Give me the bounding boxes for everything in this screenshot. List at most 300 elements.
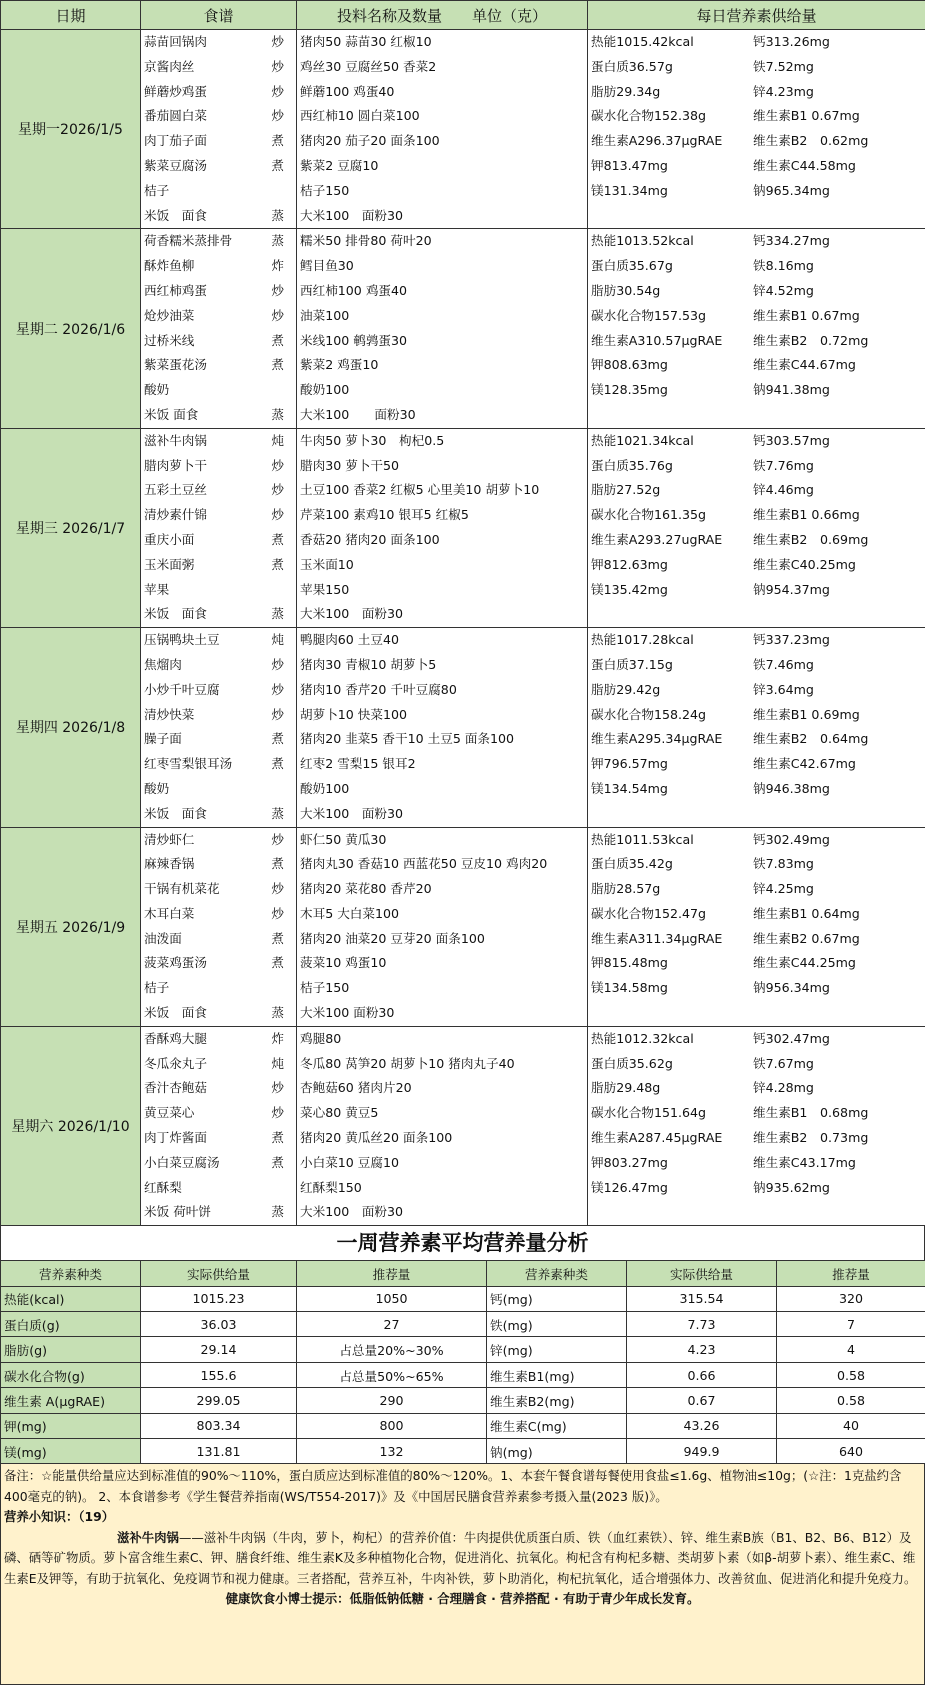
nutrient-value: 锌4.23mg	[753, 80, 814, 105]
nutrition-line	[588, 752, 925, 777]
nutrition-blank	[588, 204, 925, 229]
dish-name: 酸奶	[144, 382, 169, 397]
dish-name: 米饭 面食	[144, 606, 207, 621]
analysis-header-actual: 实际供给量	[141, 1261, 297, 1286]
nutrient-value: 锌3.64mg	[753, 678, 814, 703]
dish-item	[141, 104, 296, 129]
recommended-amount: 0.58	[777, 1388, 925, 1413]
dish-item	[141, 1200, 296, 1225]
nutrition-line	[588, 104, 925, 129]
analysis-row	[1, 1362, 925, 1387]
nutrient-value: 热能1013.52kcal	[591, 229, 753, 254]
ingredient-line: 酸奶100	[297, 378, 587, 403]
ingredient-line: 猪肉20 菜花80 香芹20	[297, 877, 587, 902]
dish-item	[141, 403, 296, 428]
recommended-amount: 320	[777, 1286, 925, 1311]
dish-name: 苹果	[144, 582, 169, 597]
dish-name: 米饭 面食	[144, 208, 207, 223]
dish-name: 鲜蘑炒鸡蛋	[144, 84, 207, 99]
cooking-method: 蒸	[271, 229, 284, 254]
ingredient-line: 大米100 面粉30	[297, 403, 587, 428]
cooking-method: 炒	[271, 703, 284, 728]
ingredient-line: 杏鲍菇60 猪肉片20	[297, 1076, 587, 1101]
nutrition-line	[588, 828, 925, 853]
nutrient-name: 铁(mg)	[487, 1312, 627, 1337]
nutrient-value: 热能1015.42kcal	[591, 30, 753, 55]
dish-name: 酸奶	[144, 781, 169, 796]
cooking-method: 炒	[271, 828, 284, 853]
nutrition-line	[588, 727, 925, 752]
dish-name: 腊肉萝卜干	[144, 458, 207, 473]
nutrition-line	[588, 254, 925, 279]
dish-name: 肉丁炸酱面	[144, 1130, 207, 1145]
nutrient-value: 维生素B1 0.67mg	[753, 304, 860, 329]
nutrient-value: 镁126.47mg	[591, 1176, 753, 1201]
analysis-row	[1, 1286, 925, 1311]
ingredient-line: 猪肉20 黄瓜丝20 面条100	[297, 1126, 587, 1151]
nutrient-name: 脂肪(g)	[1, 1337, 141, 1362]
dish-item	[141, 378, 296, 403]
day-dishes	[141, 428, 297, 627]
nutrient-value: 碳水化合物152.38g	[591, 104, 753, 129]
nutrient-value: 脂肪29.48g	[591, 1076, 753, 1101]
nutrient-value: 维生素B2 0.73mg	[753, 1126, 868, 1151]
nutrient-value: 脂肪28.57g	[591, 877, 753, 902]
nutrient-value: 钠941.38mg	[753, 378, 830, 403]
nutrient-value: 铁7.76mg	[753, 454, 814, 479]
nutrient-value: 碳水化合物152.47g	[591, 902, 753, 927]
dish-item	[141, 553, 296, 578]
dish-item	[141, 129, 296, 154]
dish-item	[141, 55, 296, 80]
dish-item	[141, 80, 296, 105]
dish-item	[141, 478, 296, 503]
day-ingredients	[297, 30, 588, 229]
nutrient-name: 维生素B2(mg)	[487, 1388, 627, 1413]
knowledge-dish: 滋补牛肉锅	[117, 1530, 179, 1545]
dish-item	[141, 1052, 296, 1077]
ingredient-line: 糯米50 排骨80 荷叶20	[297, 229, 587, 254]
dish-item	[141, 653, 296, 678]
nutrition-line	[588, 378, 925, 403]
analysis-header-nutrient: 营养素种类	[1, 1261, 141, 1286]
dish-name: 压锅鸭块土豆	[144, 632, 220, 647]
actual-supply: 29.14	[141, 1337, 297, 1362]
recommended-amount: 7	[777, 1312, 925, 1337]
nutrition-line	[588, 454, 925, 479]
day-ingredients	[297, 1026, 588, 1225]
cooking-method: 炒	[271, 80, 284, 105]
nutrient-value: 维生素A293.27ugRAE	[591, 528, 753, 553]
notes-section	[0, 1464, 925, 1685]
health-tip: 健康饮食小博士提示：低脂低钠低糖 · 合理膳食 · 营养搭配 · 有助于青少年成长发育。	[4, 1589, 921, 1610]
nutrient-value: 钙303.57mg	[753, 429, 830, 454]
dish-item	[141, 154, 296, 179]
nutrition-line	[588, 976, 925, 1001]
nutrient-value: 钾808.63mg	[591, 353, 753, 378]
dish-name: 香汁杏鲍菇	[144, 1080, 207, 1095]
ingredient-line: 西红柿10 圆白菜100	[297, 104, 587, 129]
actual-supply: 43.26	[627, 1413, 777, 1438]
nutrition-line	[588, 902, 925, 927]
day-date: 星期六 2026/1/10	[1, 1026, 141, 1225]
cooking-method: 煮	[271, 353, 284, 378]
nutrient-value: 铁8.16mg	[753, 254, 814, 279]
dish-name: 臊子面	[144, 731, 182, 746]
cooking-method: 蒸	[271, 1200, 284, 1225]
remark-text: 备注：☆能量供给量应达到标准值的90%～110%，蛋白质应达到标准值的80%～120%。1、本套午餐食谱每餐使用食盐≤1.6g、植物油≤10g；(☆注：1克盐约含400毫克的钠)。 2、本食谱参考《学生餐营养指南(WS/T554-2017)》及《中国居民膳食营养素参考摄入量(2023 版)》。	[4, 1466, 921, 1507]
dish-name: 黄豆菜心	[144, 1105, 194, 1120]
cooking-method: 炒	[271, 902, 284, 927]
actual-supply: 7.73	[627, 1312, 777, 1337]
dish-item	[141, 602, 296, 627]
nutrition-blank	[588, 1200, 925, 1225]
nutrient-value: 铁7.67mg	[753, 1052, 814, 1077]
dish-name: 过桥米线	[144, 333, 194, 348]
dish-item	[141, 802, 296, 827]
nutrient-value: 蛋白质35.42g	[591, 852, 753, 877]
nutrient-value: 维生素A295.34μgRAE	[591, 727, 753, 752]
day-row	[1, 628, 925, 827]
cooking-method: 煮	[271, 1151, 284, 1176]
ingredient-line: 鸡腿80	[297, 1027, 587, 1052]
nutrient-value: 维生素B2 0.72mg	[753, 329, 868, 354]
nutrient-value: 维生素B1 0.66mg	[753, 503, 860, 528]
day-dishes	[141, 30, 297, 229]
day-date: 星期四 2026/1/8	[1, 628, 141, 827]
ingredient-line: 苹果150	[297, 578, 587, 603]
nutrition-line	[588, 30, 925, 55]
nutrient-name: 镁(mg)	[1, 1438, 141, 1463]
recommended-amount: 640	[777, 1438, 925, 1463]
nutrition-line	[588, 927, 925, 952]
cooking-method: 炒	[271, 478, 284, 503]
recommended-amount: 1050	[297, 1286, 487, 1311]
dish-item	[141, 976, 296, 1001]
cooking-method: 炒	[271, 55, 284, 80]
nutrition-line	[588, 154, 925, 179]
nutrition-line	[588, 329, 925, 354]
cooking-method: 炒	[271, 503, 284, 528]
nutrition-line	[588, 852, 925, 877]
cooking-method: 炒	[271, 877, 284, 902]
day-nutrition	[588, 1026, 925, 1225]
ingredient-line: 牛肉50 萝卜30 枸杞0.5	[297, 429, 587, 454]
ingredient-line: 桔子150	[297, 179, 587, 204]
nutrient-value: 维生素B2 0.62mg	[753, 129, 868, 154]
ingredient-line: 菠菜10 鸡蛋10	[297, 951, 587, 976]
analysis-header-actual-2: 实际供给量	[627, 1261, 777, 1286]
analysis-row	[1, 1388, 925, 1413]
nutrient-name: 锌(mg)	[487, 1337, 627, 1362]
dish-name: 麻辣香锅	[144, 856, 194, 871]
ingredient-line: 小白菜10 豆腐10	[297, 1151, 587, 1176]
ingredient-line: 红枣2 雪梨15 银耳2	[297, 752, 587, 777]
dish-item	[141, 1176, 296, 1201]
cooking-method: 炒	[271, 104, 284, 129]
cooking-method: 炒	[271, 1101, 284, 1126]
nutrient-value: 钾815.48mg	[591, 951, 753, 976]
dish-item	[141, 30, 296, 55]
day-date: 星期五 2026/1/9	[1, 827, 141, 1026]
day-row	[1, 30, 925, 229]
dish-name: 菠菜鸡蛋汤	[144, 955, 207, 970]
nutrient-value: 钙302.47mg	[753, 1027, 830, 1052]
nutrient-value: 镁131.34mg	[591, 179, 753, 204]
nutrient-name: 维生素B1(mg)	[487, 1362, 627, 1387]
ingredient-line: 鸭腿肉60 土豆40	[297, 628, 587, 653]
nutrient-value: 维生素B1 0.68mg	[753, 1101, 868, 1126]
analysis-header-nutrient-2: 营养素种类	[487, 1261, 627, 1286]
nutrient-value: 维生素B1 0.64mg	[753, 902, 860, 927]
nutrition-line	[588, 628, 925, 653]
nutrient-value: 钙337.23mg	[753, 628, 830, 653]
dish-name: 米饭 荷叶饼	[144, 1204, 211, 1219]
actual-supply: 803.34	[141, 1413, 297, 1438]
nutrient-value: 热能1011.53kcal	[591, 828, 753, 853]
actual-supply: 131.81	[141, 1438, 297, 1463]
dish-name: 荷香糯米蒸排骨	[144, 233, 232, 248]
knowledge-title: 营养小知识：（19）	[4, 1507, 921, 1528]
nutrient-value: 钠935.62mg	[753, 1176, 830, 1201]
dish-item	[141, 503, 296, 528]
actual-supply: 0.67	[627, 1388, 777, 1413]
nutrition-line	[588, 1151, 925, 1176]
ingredient-line: 猪肉10 香芹20 千叶豆腐80	[297, 678, 587, 703]
nutrient-value: 碳水化合物151.64g	[591, 1101, 753, 1126]
ingredient-line: 胡萝卜10 快菜100	[297, 703, 587, 728]
dish-name: 香酥鸡大腿	[144, 1031, 207, 1046]
dish-name: 蒜苗回锅肉	[144, 34, 207, 49]
nutrient-value: 碳水化合物158.24g	[591, 703, 753, 728]
dish-name: 桔子	[144, 183, 169, 198]
dish-item	[141, 678, 296, 703]
analysis-row	[1, 1337, 925, 1362]
dish-name: 紫菜蛋花汤	[144, 357, 207, 372]
nutrient-value: 钙313.26mg	[753, 30, 830, 55]
recommended-amount: 占总量20%~30%	[297, 1337, 487, 1362]
actual-supply: 36.03	[141, 1312, 297, 1337]
actual-supply: 299.05	[141, 1388, 297, 1413]
nutrient-value: 维生素B1 0.67mg	[753, 104, 860, 129]
nutrient-value: 维生素C44.58mg	[753, 154, 856, 179]
ingredient-line: 香菇20 猪肉20 面条100	[297, 528, 587, 553]
dish-item	[141, 454, 296, 479]
dish-item	[141, 304, 296, 329]
ingredient-line: 紫菜2 鸡蛋10	[297, 353, 587, 378]
recommended-amount: 800	[297, 1413, 487, 1438]
ingredient-line: 大米100 面粉30	[297, 1001, 587, 1026]
dish-item	[141, 902, 296, 927]
nutrition-blank	[588, 1001, 925, 1026]
day-nutrition	[588, 428, 925, 627]
nutrient-value: 镁135.42mg	[591, 578, 753, 603]
ingredient-line: 木耳5 大白菜100	[297, 902, 587, 927]
nutrient-value: 镁134.58mg	[591, 976, 753, 1001]
nutrient-value: 锌4.28mg	[753, 1076, 814, 1101]
nutrition-line	[588, 951, 925, 976]
nutrition-line	[588, 429, 925, 454]
nutrient-value: 脂肪29.34g	[591, 80, 753, 105]
nutrient-value: 维生素C44.67mg	[753, 353, 856, 378]
ingredient-line: 米线100 鹌鹑蛋30	[297, 329, 587, 354]
cooking-method: 炖	[271, 429, 284, 454]
recommended-amount: 占总量50%~65%	[297, 1362, 487, 1387]
dish-item	[141, 1126, 296, 1151]
day-row	[1, 229, 925, 428]
dish-name: 小炒千叶豆腐	[144, 682, 220, 697]
day-nutrition	[588, 229, 925, 428]
nutrition-line	[588, 578, 925, 603]
ingredient-line: 鸡丝30 豆腐丝50 香菜2	[297, 55, 587, 80]
nutrition-line	[588, 553, 925, 578]
nutrient-value: 蛋白质36.57g	[591, 55, 753, 80]
nutrient-value: 锌4.46mg	[753, 478, 814, 503]
dish-item	[141, 828, 296, 853]
nutrient-value: 锌4.52mg	[753, 279, 814, 304]
dish-name: 紫菜豆腐汤	[144, 158, 207, 173]
nutrition-line	[588, 179, 925, 204]
cooking-method: 炒	[271, 1076, 284, 1101]
nutrient-name: 维生素 A(μgRAE)	[1, 1388, 141, 1413]
dish-item	[141, 229, 296, 254]
ingredient-line: 芹菜100 素鸡10 银耳5 红椒5	[297, 503, 587, 528]
nutrient-value: 钙334.27mg	[753, 229, 830, 254]
analysis-row	[1, 1413, 925, 1438]
nutrition-line	[588, 1126, 925, 1151]
nutrient-value: 钠965.34mg	[753, 179, 830, 204]
nutrition-blank	[588, 802, 925, 827]
ingredient-line: 猪肉丸30 香菇10 西蓝花50 豆皮10 鸡肉20	[297, 852, 587, 877]
actual-supply: 155.6	[141, 1362, 297, 1387]
ingredient-line: 油菜100	[297, 304, 587, 329]
cooking-method: 煮	[271, 154, 284, 179]
cooking-method: 炒	[271, 304, 284, 329]
nutrition-line	[588, 1176, 925, 1201]
recommended-amount: 27	[297, 1312, 487, 1337]
ingredient-line: 紫菜2 豆腐10	[297, 154, 587, 179]
cooking-method: 炒	[271, 454, 284, 479]
recommended-amount: 0.58	[777, 1362, 925, 1387]
analysis-title: 一周营养素平均营养量分析	[0, 1226, 925, 1260]
ingredient-line: 猪肉20 茄子20 面条100	[297, 129, 587, 154]
analysis-header-recommended-2: 推荐量	[777, 1261, 925, 1286]
nutrient-value: 热能1021.34kcal	[591, 429, 753, 454]
dish-item	[141, 852, 296, 877]
cooking-method: 炸	[271, 1027, 284, 1052]
dish-item	[141, 429, 296, 454]
dish-item	[141, 752, 296, 777]
nutrient-value: 维生素B1 0.69mg	[753, 703, 860, 728]
analysis-header-recommended: 推荐量	[297, 1261, 487, 1286]
cooking-method: 煮	[271, 727, 284, 752]
cooking-method: 炒	[271, 653, 284, 678]
nutrient-value: 钠954.37mg	[753, 578, 830, 603]
day-row	[1, 1026, 925, 1225]
ingredient-line: 冬瓜80 莴笋20 胡萝卜10 猪肉丸子40	[297, 1052, 587, 1077]
cooking-method: 蒸	[271, 602, 284, 627]
nutrient-value: 蛋白质35.62g	[591, 1052, 753, 1077]
nutrient-value: 铁7.52mg	[753, 55, 814, 80]
day-date: 星期三 2026/1/7	[1, 428, 141, 627]
nutrition-line	[588, 1027, 925, 1052]
dish-name: 西红柿鸡蛋	[144, 283, 207, 298]
nutrition-line	[588, 129, 925, 154]
nutrition-blank	[588, 403, 925, 428]
actual-supply: 315.54	[627, 1286, 777, 1311]
nutrition-blank	[588, 602, 925, 627]
nutrition-line	[588, 478, 925, 503]
day-nutrition	[588, 30, 925, 229]
day-nutrition	[588, 827, 925, 1026]
dish-name: 清炒虾仁	[144, 832, 194, 847]
ingredient-line: 猪肉50 蒜苗30 红椒10	[297, 30, 587, 55]
dish-name: 玉米面粥	[144, 557, 194, 572]
nutrition-line	[588, 703, 925, 728]
dish-item	[141, 528, 296, 553]
ingredient-line: 红酥梨150	[297, 1176, 587, 1201]
nutrient-name: 碳水化合物(g)	[1, 1362, 141, 1387]
day-ingredients	[297, 628, 588, 827]
actual-supply: 1015.23	[141, 1286, 297, 1311]
nutrient-value: 维生素B2 0.67mg	[753, 927, 860, 952]
nutrient-name: 维生素C(mg)	[487, 1413, 627, 1438]
nutrient-value: 钙302.49mg	[753, 828, 830, 853]
dish-item	[141, 877, 296, 902]
actual-supply: 0.66	[627, 1362, 777, 1387]
header-nutrition: 每日营养素供给量	[588, 1, 925, 30]
actual-supply: 4.23	[627, 1337, 777, 1362]
nutrient-name: 钠(mg)	[487, 1438, 627, 1463]
cooking-method: 煮	[271, 852, 284, 877]
ingredient-line: 桔子150	[297, 976, 587, 1001]
nutrient-name: 钾(mg)	[1, 1413, 141, 1438]
dish-item	[141, 279, 296, 304]
dish-item	[141, 777, 296, 802]
nutrient-value: 钾803.27mg	[591, 1151, 753, 1176]
day-dishes	[141, 628, 297, 827]
knowledge-text: ——滋补牛肉锅（牛肉，萝卜，枸杞）的营养价值：牛肉提供优质蛋白质、铁（血红素铁）、锌、维生素B族（B1、B2、B6、B12）及磷、硒等矿物质。萝卜富含维生素C、钾、膳食纤维、维生素K及多种植物化合物，促进消化、抗氧化。枸杞含有枸杞多糖、类胡萝卜素（如β-胡萝卜素）、维生素C、维生素E及钾等，有助于抗氧化、免疫调节和视力健康。三者搭配，营养互补，牛肉补铁，萝卜助消化，枸杞抗氧化，适合增强体力、改善贫血、促进消化和提升免疫力。	[4, 1530, 916, 1586]
nutrient-value: 热能1012.32kcal	[591, 1027, 753, 1052]
header-date: 日期	[1, 1, 141, 30]
knowledge-paragraph	[4, 1528, 921, 1590]
nutrition-line	[588, 653, 925, 678]
dish-name: 番茄圆白菜	[144, 108, 207, 123]
dish-name: 油泼面	[144, 931, 182, 946]
day-row	[1, 428, 925, 627]
nutrition-line	[588, 1101, 925, 1126]
nutrient-value: 维生素A311.34μgRAE	[591, 927, 753, 952]
header-ingredients: 投料名称及数量 单位（克）	[297, 1, 588, 30]
dish-item	[141, 578, 296, 603]
ingredient-line: 大米100 面粉30	[297, 1200, 587, 1225]
recommended-amount: 40	[777, 1413, 925, 1438]
dish-item	[141, 927, 296, 952]
day-row	[1, 827, 925, 1026]
analysis-rows	[1, 1286, 925, 1464]
nutrient-value: 铁7.83mg	[753, 852, 814, 877]
nutrition-line	[588, 80, 925, 105]
nutrition-line	[588, 55, 925, 80]
ingredient-line: 猪肉30 青椒10 胡萝卜5	[297, 653, 587, 678]
analysis-row	[1, 1438, 925, 1463]
ingredient-line: 大米100 面粉30	[297, 802, 587, 827]
cooking-method: 炒	[271, 279, 284, 304]
dish-item	[141, 1101, 296, 1126]
dish-name: 红酥梨	[144, 1180, 182, 1195]
cooking-method: 煮	[271, 528, 284, 553]
nutrient-value: 脂肪30.54g	[591, 279, 753, 304]
